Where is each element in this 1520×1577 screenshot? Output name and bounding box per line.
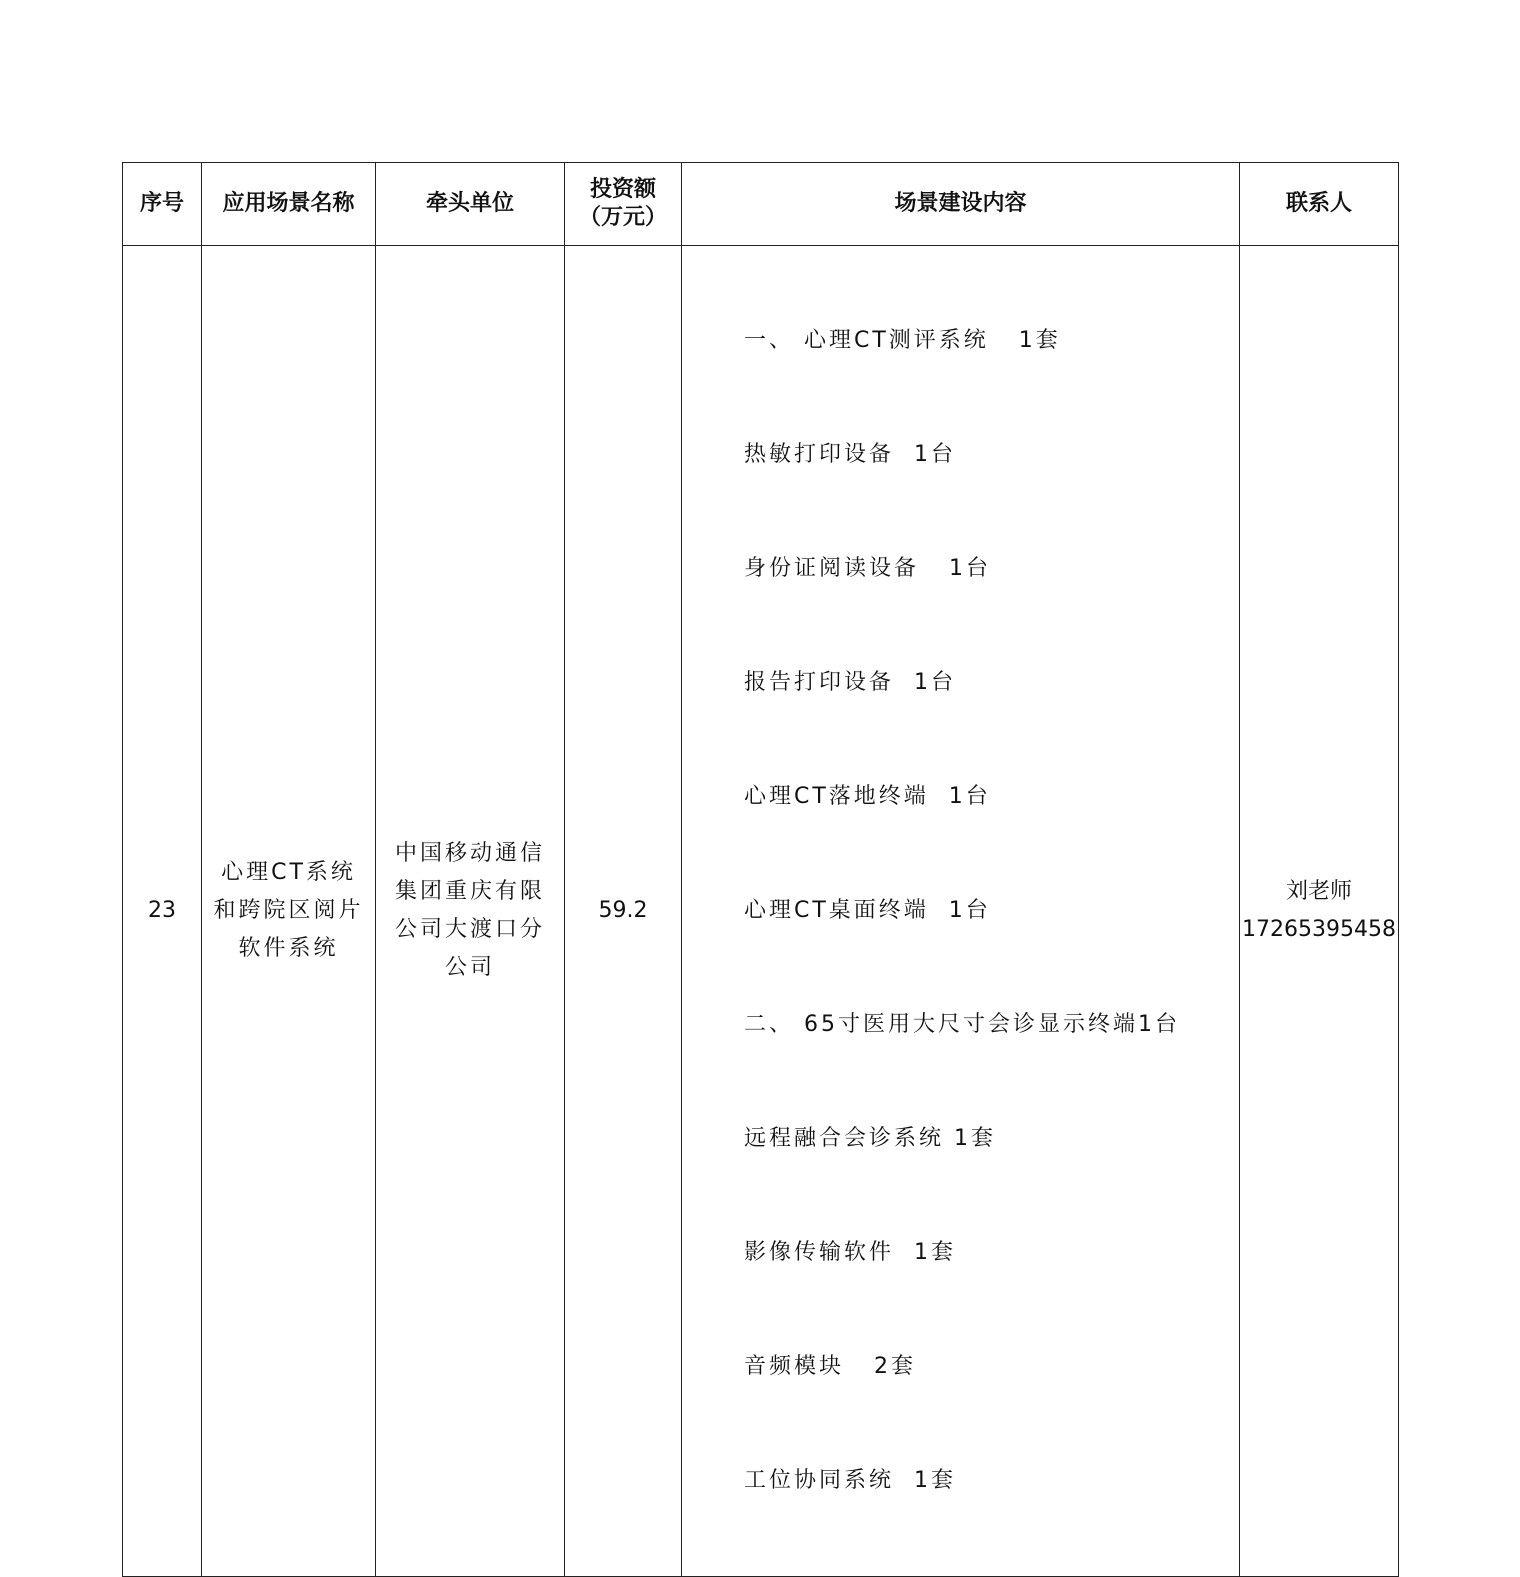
header-investment: [565, 163, 682, 246]
list-item: 身份证阅读设备 1台: [744, 556, 991, 581]
cell-lead-unit: [376, 246, 565, 1577]
scene-table: [122, 162, 1399, 1577]
lead-unit-line: 公司: [444, 955, 495, 980]
list-item: 热敏打印设备 1台: [744, 442, 956, 467]
list-item: 远程融合会诊系统 1套: [744, 1126, 996, 1151]
lead-unit-line: 集团重庆有限: [394, 879, 545, 904]
scene-name-text: [213, 854, 363, 968]
header-contact: 联系人: [1240, 163, 1399, 246]
header-seq: 序号: [123, 163, 202, 246]
list-item: 一、 心理CT测评系统 1套: [744, 328, 1061, 353]
contact-phone: 17265395458: [1242, 917, 1396, 942]
scene-name-line: 心理CT系统: [221, 860, 356, 885]
header-content: 场景建设内容: [682, 163, 1240, 246]
content-list: [682, 246, 1239, 1576]
lead-unit-text: [395, 835, 545, 987]
scene-name-line: 软件系统: [238, 936, 339, 961]
cell-contact: [1240, 246, 1399, 1577]
list-item: 音频模块 2套: [744, 1354, 916, 1379]
lead-unit-line: 中国移动通信: [394, 841, 545, 866]
list-item: 心理CT桌面终端 1台: [744, 898, 991, 923]
table-row: [123, 246, 1399, 1577]
list-item: 工位协同系统 1套: [744, 1468, 956, 1493]
list-item: 二、 65寸医用大尺寸会诊显示终端1台: [744, 1012, 1180, 1037]
list-item: 影像传输软件 1套: [744, 1240, 956, 1265]
header-investment-line2: （万元）: [578, 205, 667, 230]
lead-unit-line: 公司大渡口分: [394, 917, 545, 942]
table-header-row: [123, 163, 1399, 246]
list-item: 心理CT落地终端 1台: [744, 784, 991, 809]
header-investment-line1: 投资额: [589, 177, 656, 202]
header-lead-unit: 牵头单位: [376, 163, 565, 246]
cell-seq: 23: [123, 246, 202, 1577]
cell-investment: 59.2: [565, 246, 682, 1577]
header-scene-name: 应用场景名称: [202, 163, 376, 246]
list-item: 报告打印设备 1台: [744, 670, 956, 695]
scene-name-line: 和跨院区阅片: [213, 898, 364, 923]
cell-content: [682, 246, 1240, 1577]
cell-scene-name: [202, 246, 376, 1577]
contact-name: 刘老师: [1285, 879, 1352, 904]
